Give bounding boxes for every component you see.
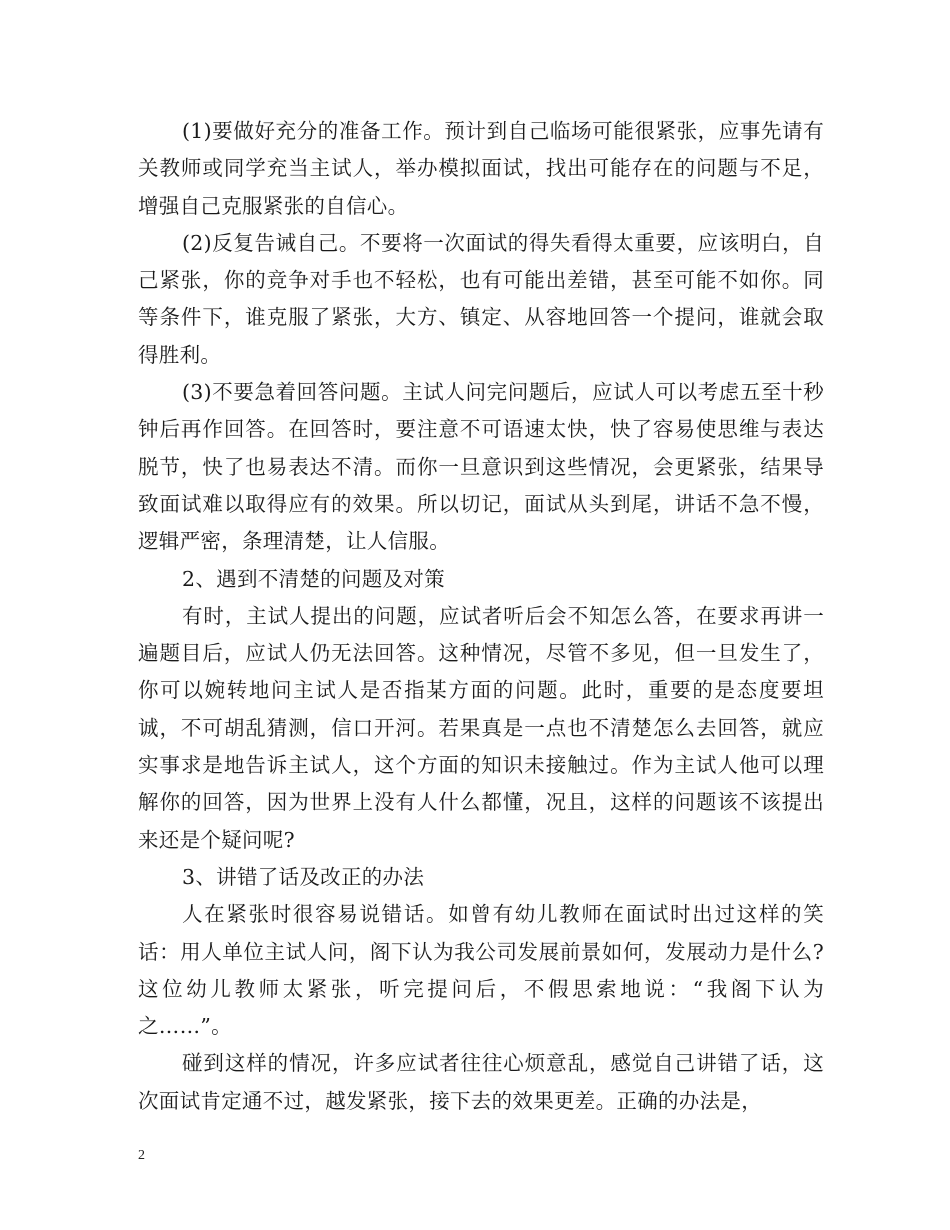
document-body [138, 113, 824, 1120]
page-number: 2 [138, 1148, 145, 1163]
paragraph-misspoken-example: 人在紧张时很容易说错话。如曾有幼儿教师在面试时出过这样的笑话：用人单位主试人问，阁下认为我公司发展前景如何，发展动力是什么?这位幼儿教师太紧张，听完提问后，不假思索地说：“我阁下认为之……”。 [138, 902, 824, 1039]
paragraph-tip-2-self-reminder: (2)反复告诫自己。不要将一次面试的得失看得太重要，应该明白，自己紧张，你的竞争对手也不轻松，也有可能出差错，甚至可能不如你。同等条件下，谁克服了紧张，大方、镇定、从容地回答一个提问，谁就会取得胜利。 [138, 230, 824, 367]
section-heading-unclear-questions: 2、遇到不清楚的问题及对策 [182, 566, 445, 591]
paragraph-tip-3-dont-rush: (3)不要急着回答问题。主试人问完问题后，应试人可以考虑五至十秒钟后再作回答。在回答时，要注意不可语速太快，快了容易使思维与表达脱节，快了也易表达不清。而你一旦意识到这些情况，会更紧张，结果导致面试难以取得应有的效果。所以切记，面试从头到尾，讲话不急不慢，逻辑严密，条理清楚，让人信服。 [138, 380, 824, 554]
paragraph-misspoken-remedy: 碰到这样的情况，许多应试者往往心烦意乱，感觉自己讲错了话，这次面试肯定通不过，越发紧张，接下去的效果更差。正确的办法是， [138, 1051, 824, 1113]
paragraph-unclear-questions: 有时，主试人提出的问题，应试者听后会不知怎么答，在要求再讲一遍题目后，应试人仍无法回答。这种情况，尽管不多见，但一旦发生了，你可以婉转地问主试人是否指某方面的问题。此时，重要的是态度要坦诚，不可胡乱猜测，信口开河。若果真是一点也不清楚怎么去回答，就应实事求是地告诉主试人，这个方面的知识未接触过。作为主试人他可以理解你的回答，因为世界上没有人什么都懂，况且，这样的问题该不该提出来还是个疑问呢? [138, 603, 824, 852]
paragraph-tip-1-preparation: (1)要做好充分的准备工作。预计到自己临场可能很紧张，应事先请有关教师或同学充当主试人，举办模拟面试，找出可能存在的问题与不足，增强自己克服紧张的自信心。 [138, 119, 824, 218]
section-heading-misspoken-words: 3、讲错了话及改正的办法 [182, 864, 425, 889]
